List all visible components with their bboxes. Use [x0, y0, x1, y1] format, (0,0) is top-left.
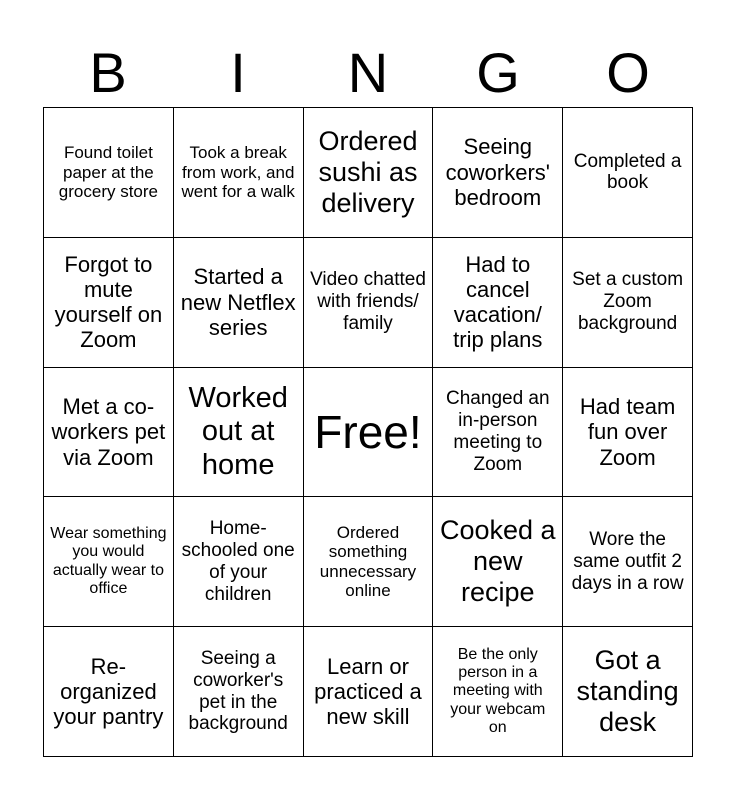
bingo-cell[interactable]: [304, 497, 434, 627]
cell-text: Worked out at home: [188, 381, 288, 481]
bingo-cell[interactable]: [433, 238, 563, 368]
free-space-cell[interactable]: [304, 368, 434, 498]
bingo-cell[interactable]: [174, 497, 304, 627]
header-letter-n: N: [347, 41, 389, 104]
cell-text: Seeing a coworker's pet in the background: [188, 647, 288, 735]
bingo-cell[interactable]: [304, 108, 434, 238]
header-letter-o: O: [606, 41, 650, 104]
header-letter-i: I: [230, 41, 246, 104]
cell-text: Wear something you would actually wear to office: [50, 525, 167, 598]
cell-text: Changed an in-person meeting to Zoom: [446, 388, 550, 475]
cell-text: Ordered sushi as delivery: [318, 125, 418, 218]
cell-text: Be the only person in a meeting with your webcam on: [450, 645, 546, 737]
bingo-cell[interactable]: [44, 497, 174, 627]
cell-text: Got a standing desk: [576, 645, 679, 738]
bingo-cell[interactable]: [304, 238, 434, 368]
cell-text: Seeing coworkers' bedroom: [445, 134, 551, 211]
bingo-cell[interactable]: [433, 627, 563, 757]
cell-text: Found toilet paper at the grocery store: [58, 143, 158, 202]
bingo-cell[interactable]: [563, 238, 693, 368]
cell-text: Had to cancel vacation/ trip plans: [453, 251, 543, 353]
cell-text: Had team fun over Zoom: [579, 394, 676, 470]
cell-text: Video chatted with friends/ family: [310, 269, 426, 335]
bingo-cell[interactable]: [174, 627, 304, 757]
cell-text: Ordered something unnecessary online: [319, 522, 417, 601]
bingo-cell[interactable]: [174, 368, 304, 498]
cell-text: Cooked a new recipe: [439, 515, 556, 608]
cell-text: Forgot to mute yourself on Zoom: [54, 251, 163, 353]
cell-text: Met a co-workers pet via Zoom: [51, 394, 166, 470]
bingo-cell[interactable]: [433, 497, 563, 627]
free-space-text: Free!: [314, 405, 422, 458]
bingo-cell[interactable]: [44, 627, 174, 757]
bingo-cell[interactable]: [44, 108, 174, 238]
cell-text: Started a new Netflex series: [180, 264, 296, 340]
bingo-cell[interactable]: [174, 238, 304, 368]
bingo-cell[interactable]: [174, 108, 304, 238]
bingo-cell[interactable]: [44, 238, 174, 368]
bingo-cell[interactable]: [433, 368, 563, 498]
bingo-cell[interactable]: [563, 497, 693, 627]
bingo-cell[interactable]: [563, 368, 693, 498]
bingo-cell[interactable]: [433, 108, 563, 238]
bingo-header: [43, 40, 693, 106]
cell-text: Re-organized your pantry: [53, 653, 164, 730]
bingo-cell[interactable]: [563, 108, 693, 238]
bingo-cell[interactable]: [304, 627, 434, 757]
bingo-cell[interactable]: [44, 368, 174, 498]
header-letter-b: B: [89, 41, 127, 104]
cell-text: Completed a book: [573, 150, 682, 194]
cell-text: Home-schooled one of your children: [181, 518, 295, 605]
header-letter-g: G: [476, 41, 520, 104]
cell-text: Took a break from work, and went for a walk: [181, 143, 295, 202]
cell-text: Set a custom Zoom background: [572, 269, 684, 335]
cell-text: Learn or practiced a new skill: [314, 653, 422, 730]
bingo-cell[interactable]: [563, 627, 693, 757]
cell-text: Wore the same outfit 2 days in a row: [571, 529, 684, 594]
bingo-board: [43, 107, 693, 757]
